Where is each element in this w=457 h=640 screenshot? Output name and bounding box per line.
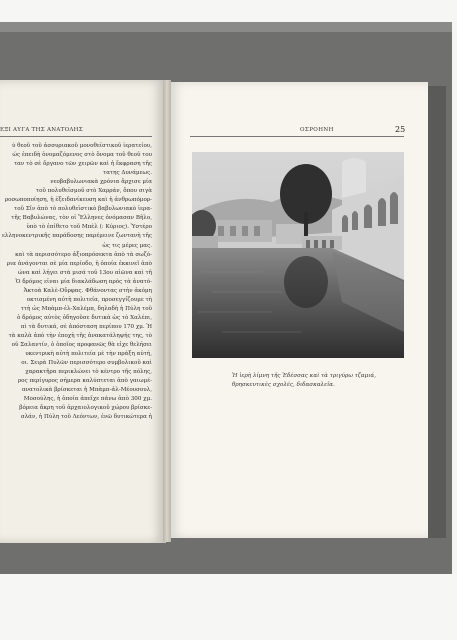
text-line: τὰ καλὰ ἀπὸ τὴν ἐποχὴ τῆς ἀνακατάληψής της, τὸ: [8, 332, 152, 339]
page-gutter: [163, 80, 171, 542]
text-line: υκεντρικὴ αὐτὴ πολιτεία μὲ τὴν πράξη αὐτή,: [25, 351, 152, 358]
sacred-lake-photo: [192, 152, 404, 358]
page-number: 25: [395, 125, 406, 134]
scanner-background-bottom: [0, 574, 457, 640]
right-running-head: ΟΣΡΟΗΝΗ: [300, 127, 334, 133]
text-line: πὶ τὰ δυτικά, σὲ ἀπόσταση περίπου 170 χμ. Ἡ: [20, 323, 152, 330]
text-line: νεοβαβυλωνιακὰ χρόνια ἄρχισε μία: [50, 179, 152, 186]
text-line: ύ θεοῦ τοῦ ἀσσυριακοῦ μονοθεϊστικοῦ ἱερατείου,: [11, 143, 152, 149]
text-line: ώνα καὶ λήγει στὰ μισά τοῦ 13ου αἰῶνα καὶ τῆ: [17, 269, 152, 276]
text-line: καὶ τὰ περισσότερο ἀξιοπρόσεκτα ἀπὸ τὰ σωζό-: [15, 251, 152, 258]
text-line: ὡς τις μέρες μας.: [102, 242, 152, 249]
text-line: σλάν, ἡ Πύλη τοῦ Λεόντων, ἐνῶ δυτικώτερα ἡ: [20, 414, 152, 421]
photo-caption: Ἡ ἱερὴ λίμνη τῆς Ἐδέσσας καὶ τὰ τριγύρω τζαμιά, θρησκευτικὲς σχολές, διδασκαλεῖα.: [232, 373, 376, 388]
text-line: Ἀκτοὰ Καλὲ-Οὔρφας. Φθάνοντας στὴν ἀκόμη: [23, 287, 152, 294]
text-line: ὑπὸ τὸ ἐπίθετο τοῦ Μπὲλ (: Κύριος). Ὑστέρο: [26, 224, 152, 231]
text-line: Ὁ δρόμος εἶναι μία διακλάδωση πρὸς τὰ ἀνατό-: [15, 278, 152, 285]
text-line: ροσωποποίηση, ἡ ἐξειδανίκευση καὶ ἡ ἀνθρωπόμορ-: [4, 197, 152, 204]
text-line: βόρεια ἄκρη τοῦ ἀρχαιολογικοῦ χώρου βρίσκε-: [19, 405, 152, 412]
text-line: Μοσούλης, ἡ ὁποία ἀπεῖχε πάνω ἀπὸ 300 χμ.: [23, 396, 152, 403]
text-line: οῦ Σαλαντίν, ὁ ὁποῖος προφανῶς θὰ εἶχε θελήσει: [11, 342, 152, 349]
text-line: οι. Σειρὰ Πυλῶν περισσότερο συμβολικοῦ καὶ: [21, 360, 152, 367]
text-line: ρος περίγυρος σήμερα καλύπτεται ἀπὸ γαιωμέ-: [17, 378, 152, 385]
text-line: ὁ δρόμος αὐτὸς ὁδηγοῦσε δυτικὰ ὡς τὸ Χαλέπι,: [17, 314, 152, 321]
text-line: ταν τὸ σὲ ὄργανο τῶν χειρῶν καὶ ἡ ἔκφραση τῆς: [14, 161, 152, 168]
text-line: ανατολικὰ βρίσκεται ἡ Μπὰμπ-ἀλ-Μέουσουλ,: [21, 387, 152, 394]
text-line: χαρακτῆρα περικλώνει τὸ κέντρο τῆς πόλης,: [25, 369, 152, 376]
right-header-rule: [190, 136, 404, 137]
book-top-edge: [0, 22, 452, 32]
left-header-rule: [0, 136, 152, 137]
text-line: τοῦ πολυθεϊσμοῦ στὸ Χαρράν, ὅπου σιγὰ: [36, 188, 152, 195]
text-line: ρια ἀνάγονται σὲ μία περίοδο, ἡ ὁποία ἐκκινεῖ ἀπὸ: [6, 260, 152, 267]
text-line: ώς ἐπειδὴ ὀνομαζόμενος στὸ ὄνομα τοῦ θεοῦ του: [12, 152, 152, 159]
text-line: τῆς Βαβυλώνας, τὸν οἱ Ἕλληνες ὀνόμασαν Βῆλο,: [11, 215, 152, 222]
text-line: οκτισμένη αὐτὴ πολιτεία, προσεγγίζουμε τὴ: [26, 296, 152, 303]
left-page-text: [0, 142, 152, 422]
left-running-head: ΕΞΙ ΑΥΓΑ ΤΗΣ ΑΝΑΤΟΛΗΣ: [0, 127, 83, 133]
book-right-edge: [428, 86, 446, 538]
text-line: τοῦ Σῖν ἀπὸ τὸ πολυθεϊστικὸ βαβυλωνιακὸ ἱερα-: [14, 206, 152, 213]
text-line: ττὴ ὡς Μπὰμπ-ἐλ-Χαλέμπ, δηλαδὴ ἡ Πύλη τοῦ: [20, 305, 152, 312]
text-line: ελληνοκεντρικῆς παράδοσης παρέμεινε ζωντανὴ τῆς: [2, 233, 152, 240]
text-line: τατης Δυνάμεως.: [103, 170, 152, 177]
